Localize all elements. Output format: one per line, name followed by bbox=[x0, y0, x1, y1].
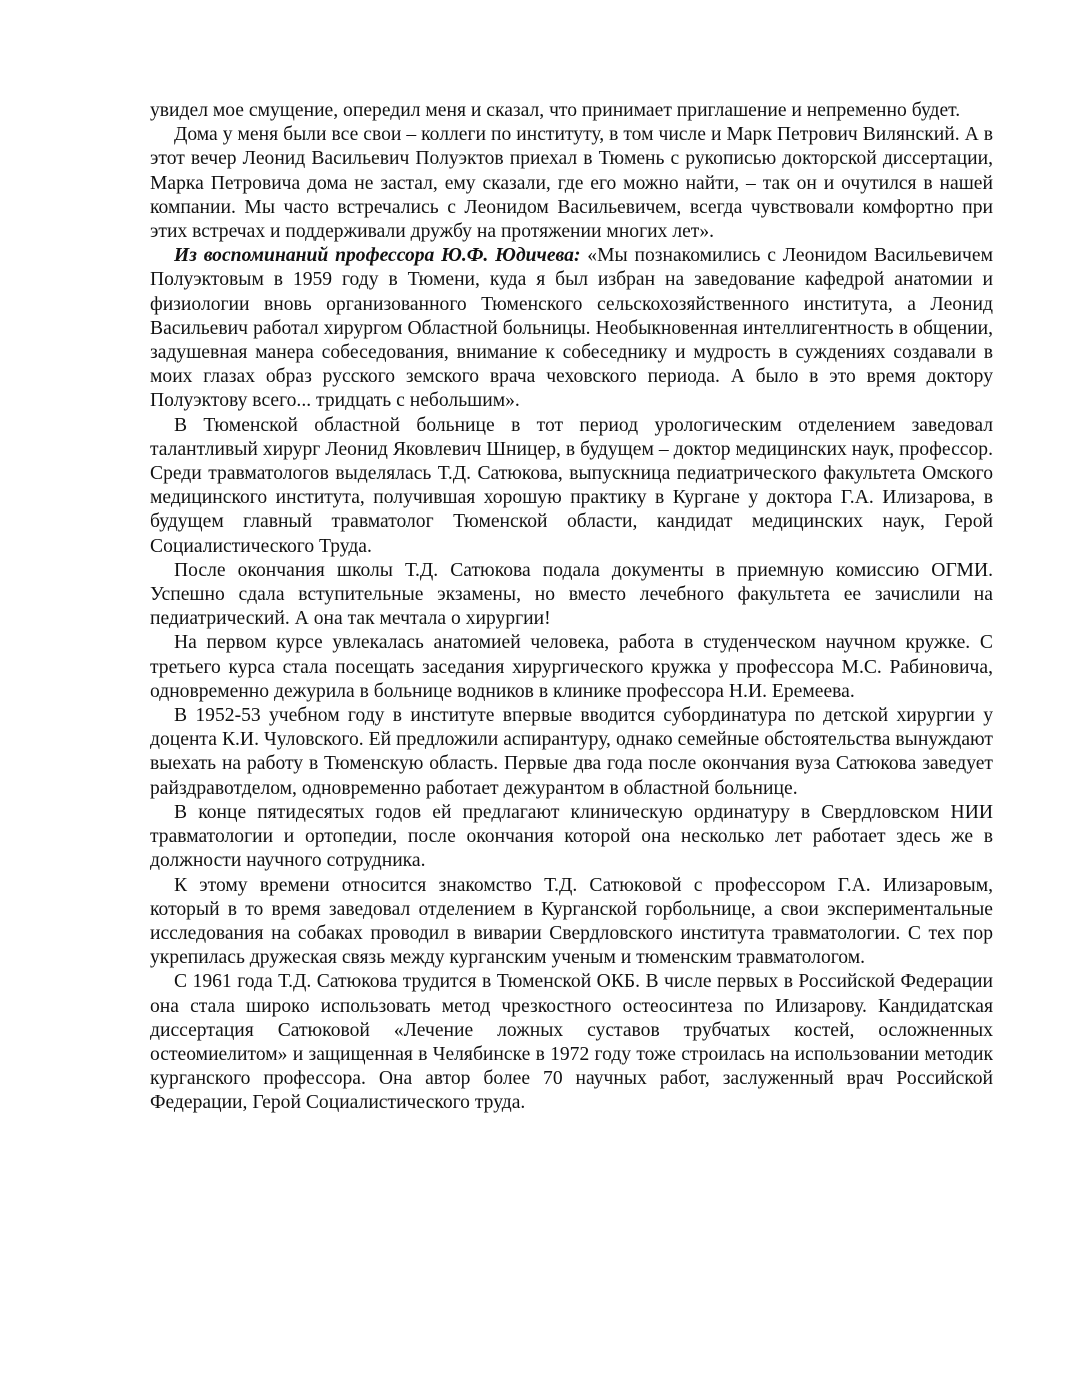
paragraph-7 bbox=[150, 704, 993, 801]
paragraph-1 bbox=[150, 99, 993, 123]
paragraph-3 bbox=[150, 244, 993, 413]
paragraph-4-text: В Тюменской областной больнице в тот период урологическим отделением заведовал талантливый хирург Леонид Яковлевич Шницер, в будущем – доктор медицинских наук, профессор. Среди травматологов выделялась Т.Д. Сатюкова, выпускница педиатрического факультета Омского медицинского института, получившая хорошую практику в Кургане у доктора Г.А. Илизарова, в будущем главный травматолог Тюменской области, кандидат медицинских наук, Герой Социалистического Труда. bbox=[150, 414, 993, 557]
paragraph-6-text: На первом курсе увлекалась анатомией человека, работа в студенческом научном кружке. С третьего курса стала посещать заседания хирургического кружка у профессора М.С. Рабиновича, одновременно дежурила в больнице водников в клинике профессора Н.И. Еремеева. bbox=[150, 632, 993, 702]
paragraph-10 bbox=[150, 970, 993, 1115]
paragraph-1-text: увидел мое смущение, опередил меня и сказал, что принимает приглашение и непременно будет. bbox=[150, 100, 961, 121]
paragraph-3-text: «Мы познакомились с Леонидом Васильевичем Полуэктовым в 1959 году в Тюмени, куда я был избран на заведование кафедрой анатомии и физиологии вновь организованного Тюменского сельскохозяйственного института, а Леонид Васильевич работал хирургом Областной больницы. Необыкновенная интеллигентность в общении, задушевная манера собеседования, внимание к собеседнику и мудрость в суждениях создавали в моих глазах образ русского земского врача чеховского периода. А было в это время доктору Полуэктову всего... тридцать с небольшим». bbox=[150, 245, 993, 412]
paragraph-8 bbox=[150, 801, 993, 874]
paragraph-9 bbox=[150, 874, 993, 971]
paragraph-2 bbox=[150, 123, 993, 244]
paragraph-3-lead: Из воспоминаний профессора Ю.Ф. Юдичева: bbox=[174, 245, 581, 267]
paragraph-5-text: После окончания школы Т.Д. Сатюкова подала документы в приемную комиссию ОГМИ. Успешно сдала вступительные экзамены, но вместо лечебного факультета ее зачислили на педиатрический. А она так мечтала о хирургии! bbox=[150, 559, 993, 630]
paragraph-5 bbox=[150, 559, 993, 632]
paragraph-10-text: С 1961 года Т.Д. Сатюкова трудится в Тюменской ОКБ. В числе первых в Российской Федерации она стала широко использовать метод чрезкостного остеосинтеза по Илизарову. Кандидатская диссертация Сатюковой «Лечение ложных суставов трубчатых костей, осложненных остеомиелитом» и защищенная в Челябинске в 1972 году тоже строилась на использовании методик курганского профессора. Она автор более 70 научных работ, заслуженный врач Российской Федерации, Герой Социалистического труда. bbox=[150, 971, 993, 1114]
paragraph-2-text: Дома у меня были все свои – коллеги по институту, в том числе и Марк Петрович Вилянский. А в этот вечер Леонид Васильевич Полуэктов приехал в Тюмень с рукописью докторской диссертации, Марка Петровича дома не застал, ему сказали, где его можно найти, – так он и очутился в нашей компании. Мы часто встречались с Леонидом Васильевичем, всегда чувствовали комфортно при этих встречах и поддерживали дружбу на протяжении многих лет». bbox=[150, 124, 993, 243]
paragraph-6 bbox=[150, 631, 993, 704]
paragraph-4 bbox=[150, 414, 993, 559]
paragraph-9-text: К этому времени относится знакомство Т.Д. Сатюковой с профессором Г.А. Илизаровым, который в то время заведовал отделением в Курганской горбольнице, а свои экспериментальные исследования на собаках проводил в виварии Свердловского института травматологии. С тех пор укрепилась дружеская связь между курганским ученым и тюменским травматологом. bbox=[150, 874, 993, 969]
document-page bbox=[150, 99, 993, 1116]
paragraph-8-text: В конце пятидесятых годов ей предлагают клиническую ординатуру в Свердловском НИИ травматологии и ортопедии, после окончания которой она несколько лет работает здесь же в должности научного сотрудника. bbox=[150, 801, 993, 872]
paragraph-7-text: В 1952-53 учебном году в институте впервые вводится субординатура по детской хирургии у доцента К.И. Чуловского. Ей предложили аспирантуру, однако семейные обстоятельства вынуждают выехать на работу в Тюменскую область. Первые два года после окончания вуза Сатюкова заведует райздравотделом, одновременно работает дежурантом в областной больнице. bbox=[150, 705, 993, 799]
